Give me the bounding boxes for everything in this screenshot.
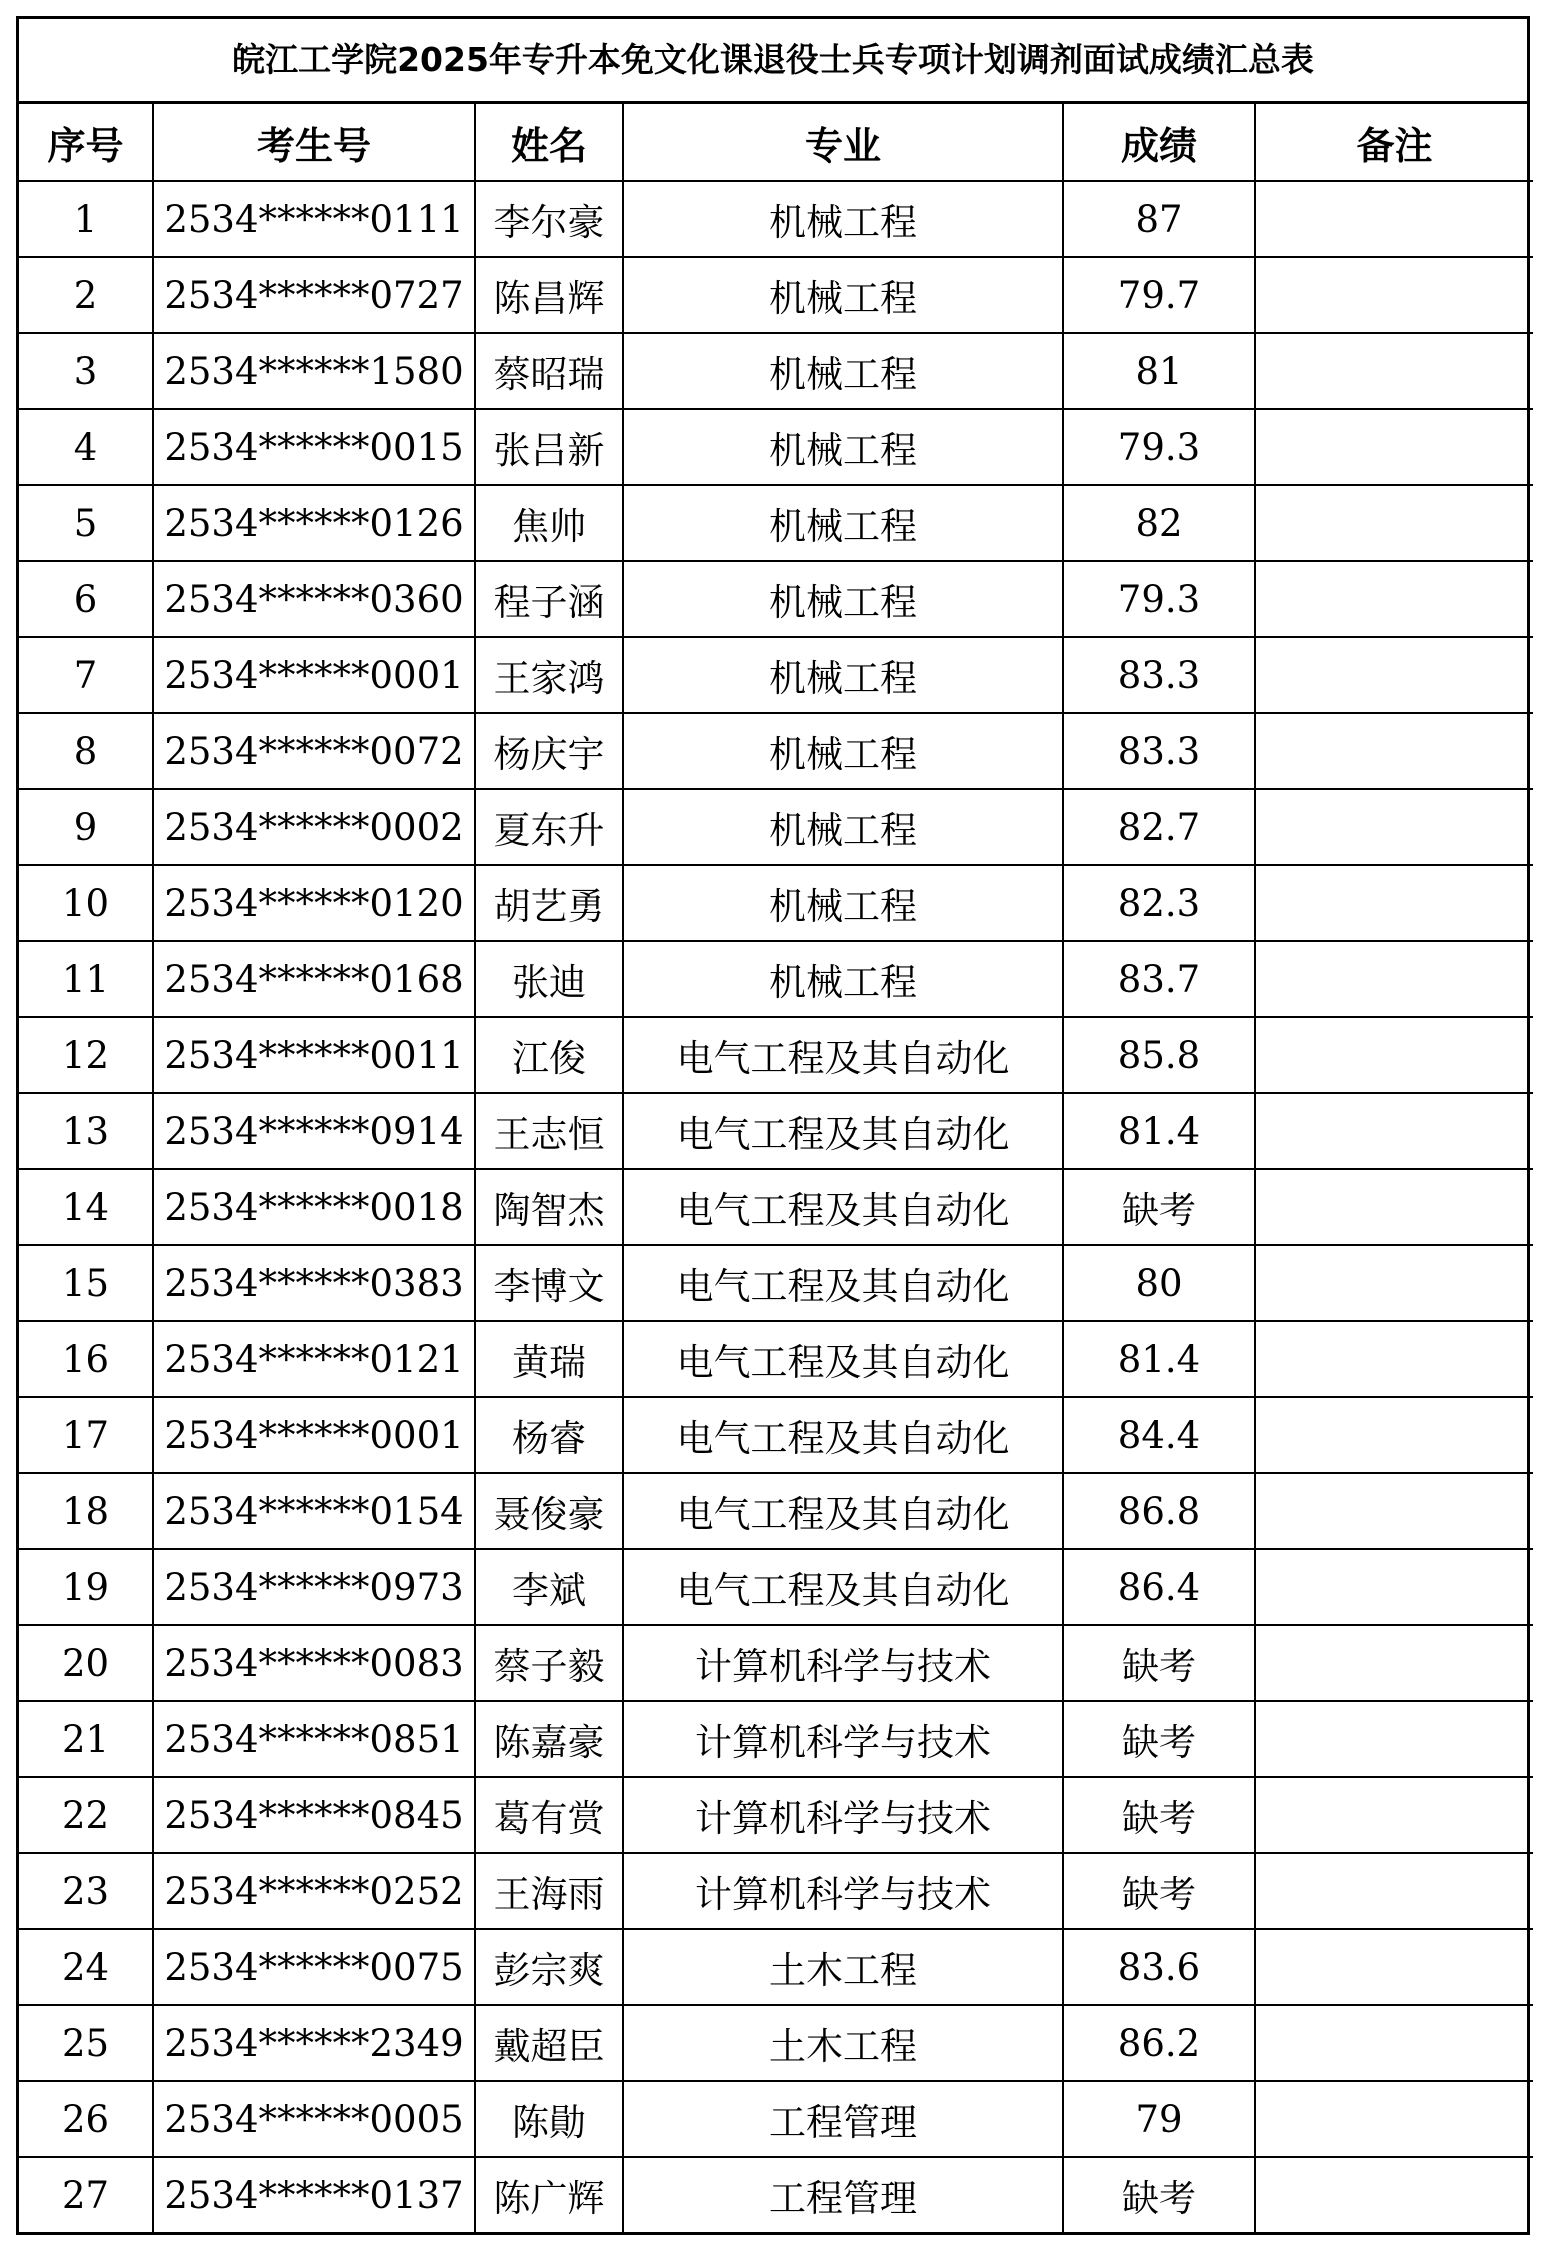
cell-name: 黄瑞 (475, 1321, 623, 1397)
table-row (19, 409, 1533, 485)
cell-seq: 23 (19, 1853, 153, 1929)
cell-note (1255, 1929, 1533, 2005)
cell-seq: 15 (19, 1245, 153, 1321)
table-row (19, 1777, 1533, 1853)
cell-note (1255, 1093, 1533, 1169)
cell-note (1255, 409, 1533, 485)
cell-score: 83.3 (1063, 713, 1255, 789)
table-row (19, 1321, 1533, 1397)
cell-major: 机械工程 (623, 333, 1063, 409)
cell-note (1255, 941, 1533, 1017)
cell-seq: 19 (19, 1549, 153, 1625)
cell-score: 83.7 (1063, 941, 1255, 1017)
cell-seq: 2 (19, 257, 153, 333)
cell-note (1255, 333, 1533, 409)
cell-exam-id: 2534******0851 (153, 1701, 475, 1777)
cell-score: 82.7 (1063, 789, 1255, 865)
cell-name: 李尔豪 (475, 181, 623, 257)
table-row (19, 713, 1533, 789)
table-row (19, 1549, 1533, 1625)
table-row (19, 1093, 1533, 1169)
cell-score: 83.6 (1063, 1929, 1255, 2005)
column-header-major: 专业 (623, 104, 1063, 181)
cell-major: 电气工程及其自动化 (623, 1321, 1063, 1397)
cell-note (1255, 789, 1533, 865)
cell-note (1255, 257, 1533, 333)
cell-name: 夏东升 (475, 789, 623, 865)
cell-exam-id: 2534******0845 (153, 1777, 475, 1853)
cell-name: 蔡昭瑞 (475, 333, 623, 409)
cell-major: 计算机科学与技术 (623, 1853, 1063, 1929)
cell-name: 程子涵 (475, 561, 623, 637)
cell-exam-id: 2534******0252 (153, 1853, 475, 1929)
cell-exam-id: 2534******2349 (153, 2005, 475, 2081)
cell-score: 83.3 (1063, 637, 1255, 713)
cell-note (1255, 2005, 1533, 2081)
cell-name: 杨庆宇 (475, 713, 623, 789)
cell-score: 79.7 (1063, 257, 1255, 333)
cell-major: 机械工程 (623, 485, 1063, 561)
cell-seq: 20 (19, 1625, 153, 1701)
cell-score: 缺考 (1063, 1625, 1255, 1701)
cell-score: 80 (1063, 1245, 1255, 1321)
cell-major: 机械工程 (623, 637, 1063, 713)
cell-score: 81.4 (1063, 1093, 1255, 1169)
cell-score: 85.8 (1063, 1017, 1255, 1093)
cell-seq: 18 (19, 1473, 153, 1549)
cell-note (1255, 1625, 1533, 1701)
cell-score: 缺考 (1063, 1853, 1255, 1929)
column-header-name: 姓名 (475, 104, 623, 181)
cell-name: 葛有赏 (475, 1777, 623, 1853)
cell-seq: 26 (19, 2081, 153, 2157)
cell-major: 机械工程 (623, 941, 1063, 1017)
cell-seq: 13 (19, 1093, 153, 1169)
cell-note (1255, 1777, 1533, 1853)
cell-exam-id: 2534******0360 (153, 561, 475, 637)
cell-name: 胡艺勇 (475, 865, 623, 941)
cell-seq: 25 (19, 2005, 153, 2081)
table-row (19, 941, 1533, 1017)
cell-note (1255, 1397, 1533, 1473)
cell-score: 84.4 (1063, 1397, 1255, 1473)
cell-note (1255, 1321, 1533, 1397)
table-row (19, 257, 1533, 333)
cell-note (1255, 1549, 1533, 1625)
table-header-row (19, 104, 1533, 181)
cell-exam-id: 2534******0973 (153, 1549, 475, 1625)
cell-exam-id: 2534******0154 (153, 1473, 475, 1549)
cell-name: 江俊 (475, 1017, 623, 1093)
cell-major: 计算机科学与技术 (623, 1777, 1063, 1853)
table-row (19, 181, 1533, 257)
table-row (19, 1169, 1533, 1245)
table-row (19, 1245, 1533, 1321)
cell-exam-id: 2534******0002 (153, 789, 475, 865)
cell-major: 机械工程 (623, 865, 1063, 941)
cell-major: 机械工程 (623, 789, 1063, 865)
cell-score: 81 (1063, 333, 1255, 409)
table-row (19, 1929, 1533, 2005)
cell-score: 缺考 (1063, 2157, 1255, 2232)
cell-exam-id: 2534******0018 (153, 1169, 475, 1245)
table-row (19, 1625, 1533, 1701)
cell-major: 电气工程及其自动化 (623, 1093, 1063, 1169)
cell-seq: 7 (19, 637, 153, 713)
table-row (19, 485, 1533, 561)
cell-seq: 1 (19, 181, 153, 257)
cell-seq: 21 (19, 1701, 153, 1777)
cell-seq: 8 (19, 713, 153, 789)
cell-seq: 16 (19, 1321, 153, 1397)
cell-exam-id: 2534******0075 (153, 1929, 475, 2005)
cell-major: 工程管理 (623, 2081, 1063, 2157)
table-row (19, 561, 1533, 637)
cell-seq: 27 (19, 2157, 153, 2232)
cell-score: 缺考 (1063, 1701, 1255, 1777)
cell-exam-id: 2534******0001 (153, 637, 475, 713)
cell-major: 机械工程 (623, 181, 1063, 257)
cell-major: 电气工程及其自动化 (623, 1017, 1063, 1093)
cell-seq: 5 (19, 485, 153, 561)
cell-note (1255, 1017, 1533, 1093)
cell-seq: 11 (19, 941, 153, 1017)
cell-note (1255, 2157, 1533, 2232)
cell-note (1255, 713, 1533, 789)
column-header-note: 备注 (1255, 104, 1533, 181)
cell-seq: 3 (19, 333, 153, 409)
cell-major: 电气工程及其自动化 (623, 1169, 1063, 1245)
cell-name: 戴超臣 (475, 2005, 623, 2081)
cell-score: 82 (1063, 485, 1255, 561)
cell-exam-id: 2534******0914 (153, 1093, 475, 1169)
table-body (19, 181, 1533, 2232)
cell-major: 工程管理 (623, 2157, 1063, 2232)
table-row (19, 2157, 1533, 2232)
cell-score: 86.8 (1063, 1473, 1255, 1549)
cell-major: 机械工程 (623, 561, 1063, 637)
cell-name: 张吕新 (475, 409, 623, 485)
cell-exam-id: 2534******0083 (153, 1625, 475, 1701)
cell-name: 杨睿 (475, 1397, 623, 1473)
cell-note (1255, 181, 1533, 257)
cell-score: 缺考 (1063, 1169, 1255, 1245)
cell-seq: 12 (19, 1017, 153, 1093)
cell-seq: 10 (19, 865, 153, 941)
cell-major: 计算机科学与技术 (623, 1701, 1063, 1777)
cell-exam-id: 2534******0072 (153, 713, 475, 789)
cell-score: 81.4 (1063, 1321, 1255, 1397)
cell-note (1255, 1245, 1533, 1321)
column-header-exam-id: 考生号 (153, 104, 475, 181)
table-row (19, 789, 1533, 865)
cell-major: 电气工程及其自动化 (623, 1473, 1063, 1549)
cell-exam-id: 2534******0126 (153, 485, 475, 561)
cell-name: 陈昌辉 (475, 257, 623, 333)
cell-major: 土木工程 (623, 2005, 1063, 2081)
cell-exam-id: 2534******0015 (153, 409, 475, 485)
cell-name: 陶智杰 (475, 1169, 623, 1245)
cell-seq: 22 (19, 1777, 153, 1853)
cell-note (1255, 561, 1533, 637)
score-sheet (16, 16, 1530, 2235)
cell-name: 李斌 (475, 1549, 623, 1625)
cell-exam-id: 2534******0120 (153, 865, 475, 941)
cell-seq: 24 (19, 1929, 153, 2005)
cell-major: 电气工程及其自动化 (623, 1245, 1063, 1321)
cell-exam-id: 2534******1580 (153, 333, 475, 409)
table-row (19, 1017, 1533, 1093)
cell-seq: 6 (19, 561, 153, 637)
cell-major: 机械工程 (623, 713, 1063, 789)
table-row (19, 1473, 1533, 1549)
cell-seq: 9 (19, 789, 153, 865)
cell-exam-id: 2534******0011 (153, 1017, 475, 1093)
cell-score: 79.3 (1063, 561, 1255, 637)
table-row (19, 637, 1533, 713)
cell-note (1255, 1169, 1533, 1245)
column-header-seq: 序号 (19, 104, 153, 181)
cell-major: 机械工程 (623, 257, 1063, 333)
cell-major: 土木工程 (623, 1929, 1063, 2005)
cell-exam-id: 2534******0383 (153, 1245, 475, 1321)
cell-name: 王海雨 (475, 1853, 623, 1929)
cell-score: 86.4 (1063, 1549, 1255, 1625)
table-row (19, 865, 1533, 941)
table-row (19, 333, 1533, 409)
cell-exam-id: 2534******0111 (153, 181, 475, 257)
cell-name: 彭宗爽 (475, 1929, 623, 2005)
cell-note (1255, 865, 1533, 941)
cell-exam-id: 2534******0727 (153, 257, 475, 333)
cell-name: 蔡子毅 (475, 1625, 623, 1701)
cell-name: 王家鸿 (475, 637, 623, 713)
cell-score: 87 (1063, 181, 1255, 257)
cell-score: 79.3 (1063, 409, 1255, 485)
cell-note (1255, 1473, 1533, 1549)
cell-note (1255, 1701, 1533, 1777)
cell-score: 缺考 (1063, 1777, 1255, 1853)
cell-name: 焦帅 (475, 485, 623, 561)
cell-exam-id: 2534******0168 (153, 941, 475, 1017)
cell-score: 82.3 (1063, 865, 1255, 941)
cell-major: 机械工程 (623, 409, 1063, 485)
cell-name: 聂俊豪 (475, 1473, 623, 1549)
cell-major: 电气工程及其自动化 (623, 1397, 1063, 1473)
column-header-score: 成绩 (1063, 104, 1255, 181)
cell-name: 张迪 (475, 941, 623, 1017)
cell-score: 79 (1063, 2081, 1255, 2157)
table-row (19, 2081, 1533, 2157)
cell-seq: 4 (19, 409, 153, 485)
cell-score: 86.2 (1063, 2005, 1255, 2081)
cell-note (1255, 1853, 1533, 1929)
cell-note (1255, 2081, 1533, 2157)
cell-exam-id: 2534******0001 (153, 1397, 475, 1473)
page-title: 皖江工学院2025年专升本免文化课退役士兵专项计划调剂面试成绩汇总表 (19, 19, 1527, 104)
table-row (19, 1397, 1533, 1473)
cell-exam-id: 2534******0137 (153, 2157, 475, 2232)
cell-seq: 17 (19, 1397, 153, 1473)
cell-name: 陈广辉 (475, 2157, 623, 2232)
table-row (19, 1853, 1533, 1929)
cell-note (1255, 485, 1533, 561)
cell-name: 王志恒 (475, 1093, 623, 1169)
cell-name: 陈嘉豪 (475, 1701, 623, 1777)
cell-name: 李博文 (475, 1245, 623, 1321)
cell-name: 陈勛 (475, 2081, 623, 2157)
table-row (19, 2005, 1533, 2081)
cell-note (1255, 637, 1533, 713)
cell-major: 计算机科学与技术 (623, 1625, 1063, 1701)
cell-exam-id: 2534******0005 (153, 2081, 475, 2157)
table-row (19, 1701, 1533, 1777)
score-table (19, 104, 1533, 2232)
cell-exam-id: 2534******0121 (153, 1321, 475, 1397)
cell-seq: 14 (19, 1169, 153, 1245)
cell-major: 电气工程及其自动化 (623, 1549, 1063, 1625)
